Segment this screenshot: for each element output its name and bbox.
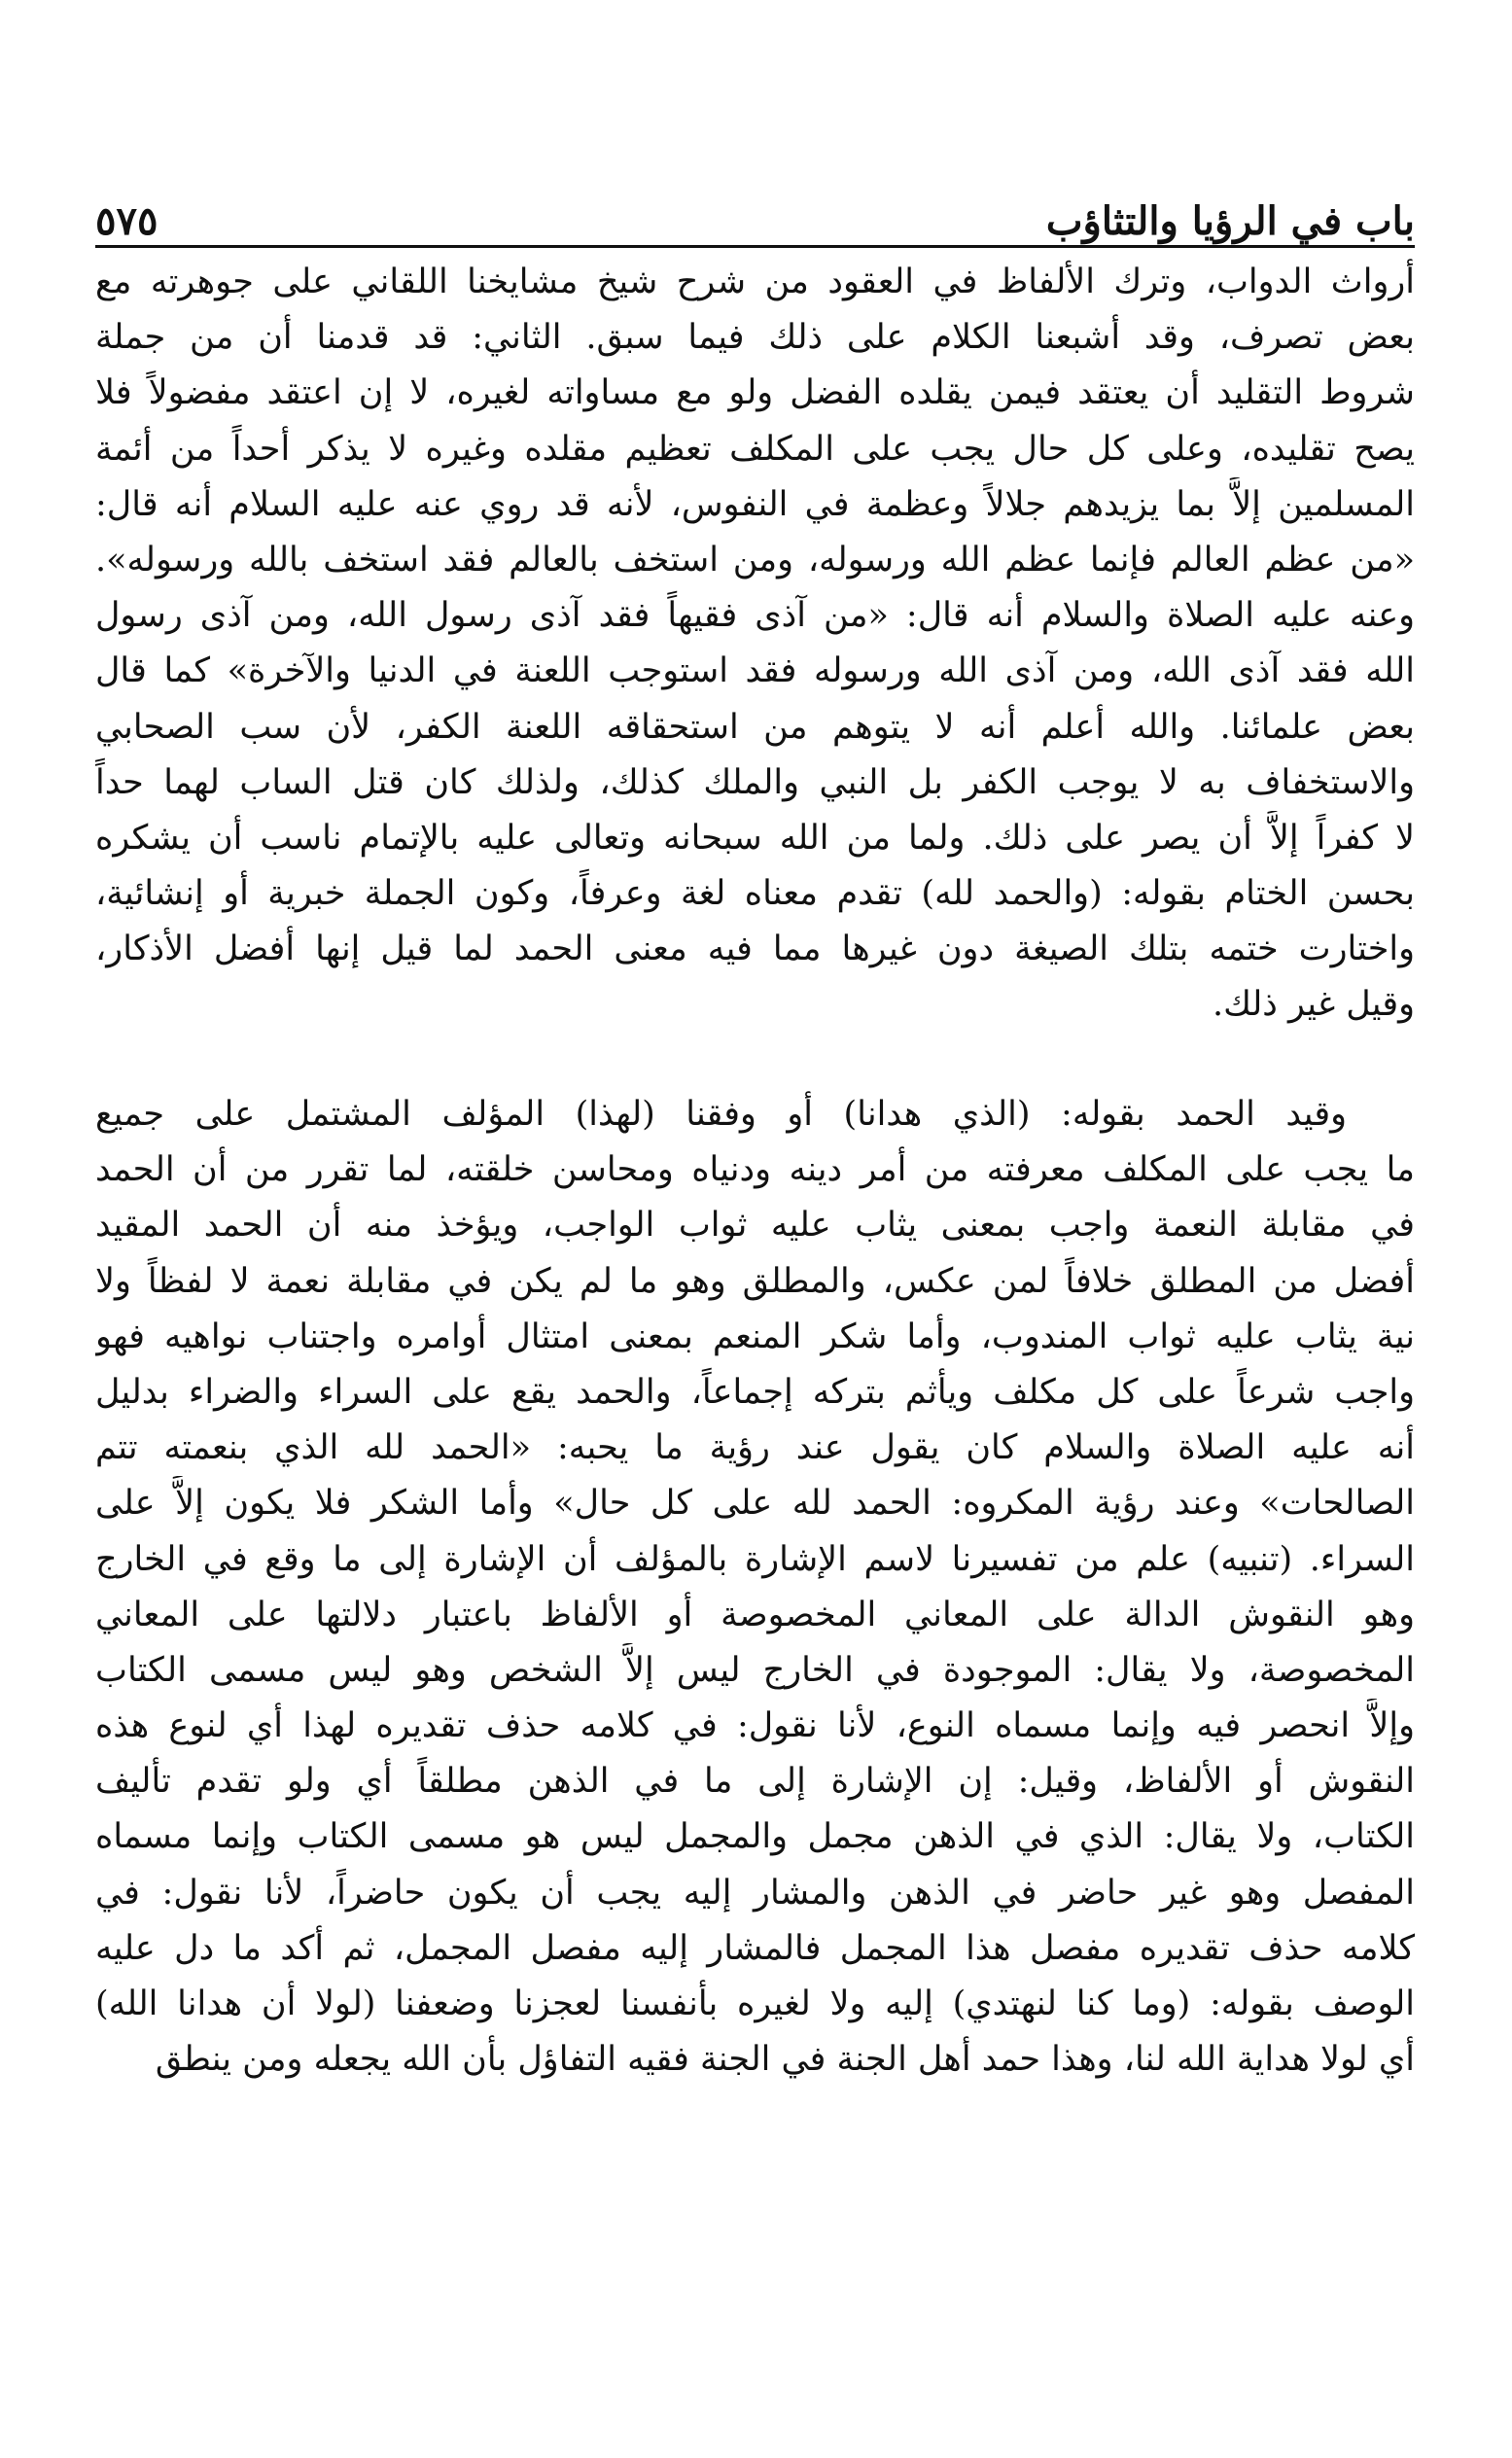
text-line: المخصوصة، ولا يقال: الموجودة في الخارج ليس إلاَّ الشخص وهو ليس مسمى الكتاب xyxy=(95,1650,1415,1690)
text-line: أرواث الدواب، وترك الألفاظ في العقود من شرح شيخ مشايخنا اللقاني على جوهرته مع xyxy=(95,263,1415,301)
text-line: بعض علمائنا. والله أعلم أنه لا يتوهم من استحقاقه اللعنة الكفر، لأن سب الصحابي xyxy=(95,707,1415,747)
text-line: الوصف بقوله: (وما كنا لنهتدي) إليه ولا لغيره بأنفسنا لعجزنا وضعفنا (لولا أن هدانا الله) xyxy=(95,1984,1415,2023)
text-line: نية يثاب عليه ثواب المندوب، وأما شكر المنعم بمعنى امتثال أوامره واجتناب نواهيه فهو xyxy=(95,1317,1415,1356)
text-line: الكتاب، ولا يقال: الذي في الذهن مجمل والمجمل ليس هو مسمى الكتاب وإنما مسماه xyxy=(95,1817,1415,1857)
paragraph xyxy=(95,255,1415,1034)
paragraph xyxy=(95,1087,1415,2088)
text-line: ما يجب على المكلف معرفته من أمر دينه ودنياه ومحاسن خلقته، لما تقرر من أن الحمد xyxy=(95,1150,1415,1190)
text-line: والاستخفاف به لا يوجب الكفر بل النبي والملك كذلك، ولذلك كان قتل الساب لهما حداً xyxy=(95,762,1415,802)
text-line: بعض تصرف، وقد أشبعنا الكلام على ذلك فيما سبق. الثاني: قد قدمنا أن من جملة xyxy=(95,318,1415,358)
text-line: أي لولا هداية الله لنا، وهذا حمد أهل الجنة في الجنة فقيه التفاؤل بأن الله يجعله ومن ينطق xyxy=(155,2040,1415,2080)
text-line: كلامه حذف تقديره مفصل هذا المجمل فالمشار إليه مفصل المجمل، ثم أكد ما دل عليه xyxy=(95,1928,1415,1968)
text-line: وهو النقوش الدالة على المعاني المخصوصة أو الألفاظ باعتبار دلالتها على المعاني xyxy=(95,1595,1415,1634)
text-line: يصح تقليده، وعلى كل حال يجب على المكلف تعظيم مقلده وغيره لا يذكر أحداً من أئمة xyxy=(95,429,1415,469)
text-line: واختارت ختمه بتلك الصيغة دون غيرها مما فيه معنى الحمد لما قيل إنها أفضل الأذكار، xyxy=(95,930,1415,969)
running-header xyxy=(95,173,1415,244)
text-line: في مقابلة النعمة واجب بمعنى يثاب عليه ثواب الواجب، ويؤخذ منه أن الحمد المقيد xyxy=(95,1206,1415,1246)
text-line: الله فقد آذى الله، ومن آذى الله ورسوله فقد استوجب اللعنة في الدنيا والآخرة» كما قال xyxy=(95,651,1415,691)
text-line: المفصل وهو غير حاضر في الذهن والمشار إليه يجب أن يكون حاضراً، لأنا نقول: في xyxy=(95,1873,1415,1913)
text-line: واجب شرعاً على كل مكلف ويأثم بتركه إجماعاً، والحمد يقع على السراء والضراء بدليل xyxy=(95,1372,1415,1412)
text-line: أنه عليه الصلاة والسلام كان يقول عند رؤية ما يحبه: «الحمد لله الذي بنعمته تتم xyxy=(95,1428,1415,1468)
header-rule xyxy=(95,245,1415,248)
chapter-title: باب في الرؤيا والتثاؤب xyxy=(1045,198,1415,244)
text-line: وعنه عليه الصلاة والسلام أنه قال: «من آذى فقيهاً فقد آذى رسول الله، ومن آذى رسول xyxy=(95,596,1415,636)
text-line: أفضل من المطلق خلافاً لمن عكس، والمطلق وهو ما لم يكن في مقابلة نعمة لا لفظاً ولا xyxy=(95,1261,1415,1301)
text-line: السراء. (تنبيه) علم من تفسيرنا لاسم الإشارة بالمؤلف أن الإشارة إلى ما وقع في الخارج xyxy=(95,1539,1415,1579)
text-line: لا كفراً إلاَّ أن يصر على ذلك. ولما من الله سبحانه وتعالى عليه بالإتمام ناسب أن يشكره xyxy=(95,818,1415,858)
text-line: وقيد الحمد بقوله: (الذي هدانا) أو وفقنا (لهذا) المؤلف المشتمل على جميع xyxy=(95,1095,1347,1134)
text-line: شروط التقليد أن يعتقد فيمن يقلده الفضل ولو مع مساواته لغيره، لا إن اعتقد مفضولاً فلا xyxy=(95,373,1415,413)
text-line: المسلمين إلاَّ بما يزيدهم جلالاً وعظمة في النفوس، لأنه قد روي عنه عليه السلام أنه قال: xyxy=(95,484,1415,524)
text-line: وقيل غير ذلك. xyxy=(1212,985,1415,1025)
text-line: بحسن الختام بقوله: (والحمد لله) تقدم معناه لغة وعرفاً، وكون الجملة خبرية أو إنشائية، xyxy=(95,874,1415,914)
text-line: «من عظم العالم فإنما عظم الله ورسوله، ومن استخف بالعالم فقد استخف بالله ورسوله». xyxy=(95,540,1415,579)
text-line: النقوش أو الألفاظ، وقيل: إن الإشارة إلى ما في الذهن مطلقاً أي ولو تقدم تأليف xyxy=(95,1762,1415,1802)
page-number: ٥٧٥ xyxy=(95,198,158,244)
text-line: الصالحات» وعند رؤية المكروه: الحمد لله على كل حال» وأما الشكر فلا يكون إلاَّ على xyxy=(95,1484,1415,1524)
text-line: وإلاَّ انحصر فيه وإنما مسماه النوع، لأنا نقول: في كلامه حذف تقديره لهذا أي لنوع هذه xyxy=(95,1706,1415,1746)
